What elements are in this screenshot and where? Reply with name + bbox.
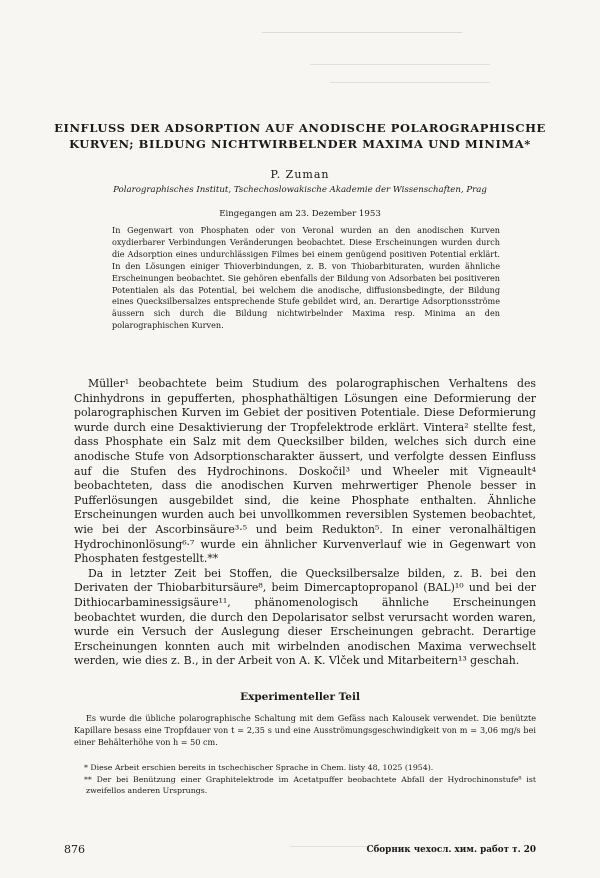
- journal-footer: Сборник чехосл. хим. работ т. 20: [366, 845, 536, 855]
- page-number: 876: [64, 843, 85, 856]
- abstract: In Gegenwart von Phosphaten oder von Veronal wurden an den anodischen Kurven oxydierbarer Verbindungen Veränderungen beobachtet. Diese Erscheinungen wurden durch die Adsorption eines undurchlässigen Filmes bei einem genügend positiven Potential erklärt. In den Lösungen einiger Thioverbindungen, z. B. von Thiobarbituraten, wurden ähnliche Erscheinungen beobachtet. Sie gehören ebenfalls der Bildung von Adsorbaten bei positiveren Potentialen als das Potential, bei welchem die anodische, diffusionsbedingte, der Bildung eines Quecksilbersalzes entsprechende Stufe gebildet wird, an. Derartige Adsorptionsströme äussern sich durch die Bildung nichtwirbelnder Maxima resp. Minima an den polarographischen Kurven.: [112, 225, 500, 331]
- body-paragraph: Müller¹ beobachtete beim Studium des polarographischen Verhaltens des Chinhydrons in gepufferten, phosphathältigen Lösungen eine Deformierung der polarographischen Kurven im Gebiet der positiven Potentiale. Diese Deformierung wurde durch eine Desaktivierung der Tropfelektrode erklärt. Vintera² stellte fest, dass Phosphate ein Salz mit dem Quecksilber bilden, welches sich durch eine anodische Stufe von Adsorptionscharakter äussert, und verfolgte dessen Einfluss auf die Stufen des Hydrochinons. Doskočil³ und Wheeler mit Vigneault⁴ beobachteten, dass die anodischen Kurven mehrwertiger Phenole besser in Pufferlösungen ausgebildet sind, die keine Phosphate enthalten. Ähnliche Erscheinungen wurden auch bei unvollkommen reversiblen Systemen beobachtet, wie bei der Ascorbinsäure³·⁵ und beim Redukton⁵. In einer veronalhältigen Hydrochinonlösung⁶·⁷ wurde ein ähnlicher Kurvenverlauf wie in Gegenwart von Phosphaten festgestellt.**: [74, 377, 536, 566]
- section-heading: Experimenteller Teil: [240, 691, 360, 703]
- bleed-through-line: [262, 32, 462, 33]
- bleed-through-line: [310, 64, 490, 65]
- body-text: [74, 377, 536, 669]
- footnote: ** Der bei Benützung einer Graphitelektrode im Acetatpuffer beobachtete Abfall der Hydrochinonstufe⁸ ist zweifellos anderen Ursprungs.: [84, 774, 536, 795]
- experimental-text: [74, 712, 536, 749]
- bleed-through-line: [330, 82, 490, 83]
- received-date: Eingegangen am 23. Dezember 1953: [219, 209, 381, 219]
- footnote: * Diese Arbeit erschien bereits in tschechischer Sprache in Chem. listy 48, 1025 (1954).: [84, 763, 434, 772]
- bleed-through-line: [290, 846, 370, 847]
- paper-title: EINFLUSS DER ADSORPTION AUF ANODISCHE POLAROGRAPHISCHE KURVEN; BILDUNG NICHTWIRBELNDER MAXIMA UND MINIMA*: [54, 121, 546, 151]
- footnotes: [74, 762, 536, 797]
- experimental-paragraph: Es wurde die übliche polarographische Schaltung mit dem Gefäss nach Kalousek verwendet. Die benützte Kapillare besass eine Tropfdauer von t = 2,35 s und eine Ausströmungsgeschwindigkeit von m = 3,06 mg/s bei einer Behälterhöhe von h = 50 cm.: [74, 713, 536, 748]
- author-affiliation: Polarographisches Institut, Tschechoslowakische Akademie der Wissenschaften, Prag: [113, 185, 487, 195]
- author-name: P. Zuman: [270, 168, 330, 181]
- body-paragraph: Da in letzter Zeit bei Stoffen, die Quecksilbersalze bilden, z. B. bei den Derivaten der Thiobarbitursäure⁸, beim Dimercaptopropanol (BAL)¹⁰ und bei der Dithiocarbaminessigsäure¹¹, phänomenologisch ähnliche Erscheinungen beobachtet wurden, die durch den Depolarisator selbst verursacht worden waren, wurde ein Versuch der Auslegung dieser Erscheinungen gebracht. Derartige Erscheinungen konnten auch mit wirbelnden anodischen Maxima verwechselt werden, wie dies z. B., in der Arbeit von A. K. Vlček und Mitarbeitern¹³ geschah.: [74, 566, 536, 668]
